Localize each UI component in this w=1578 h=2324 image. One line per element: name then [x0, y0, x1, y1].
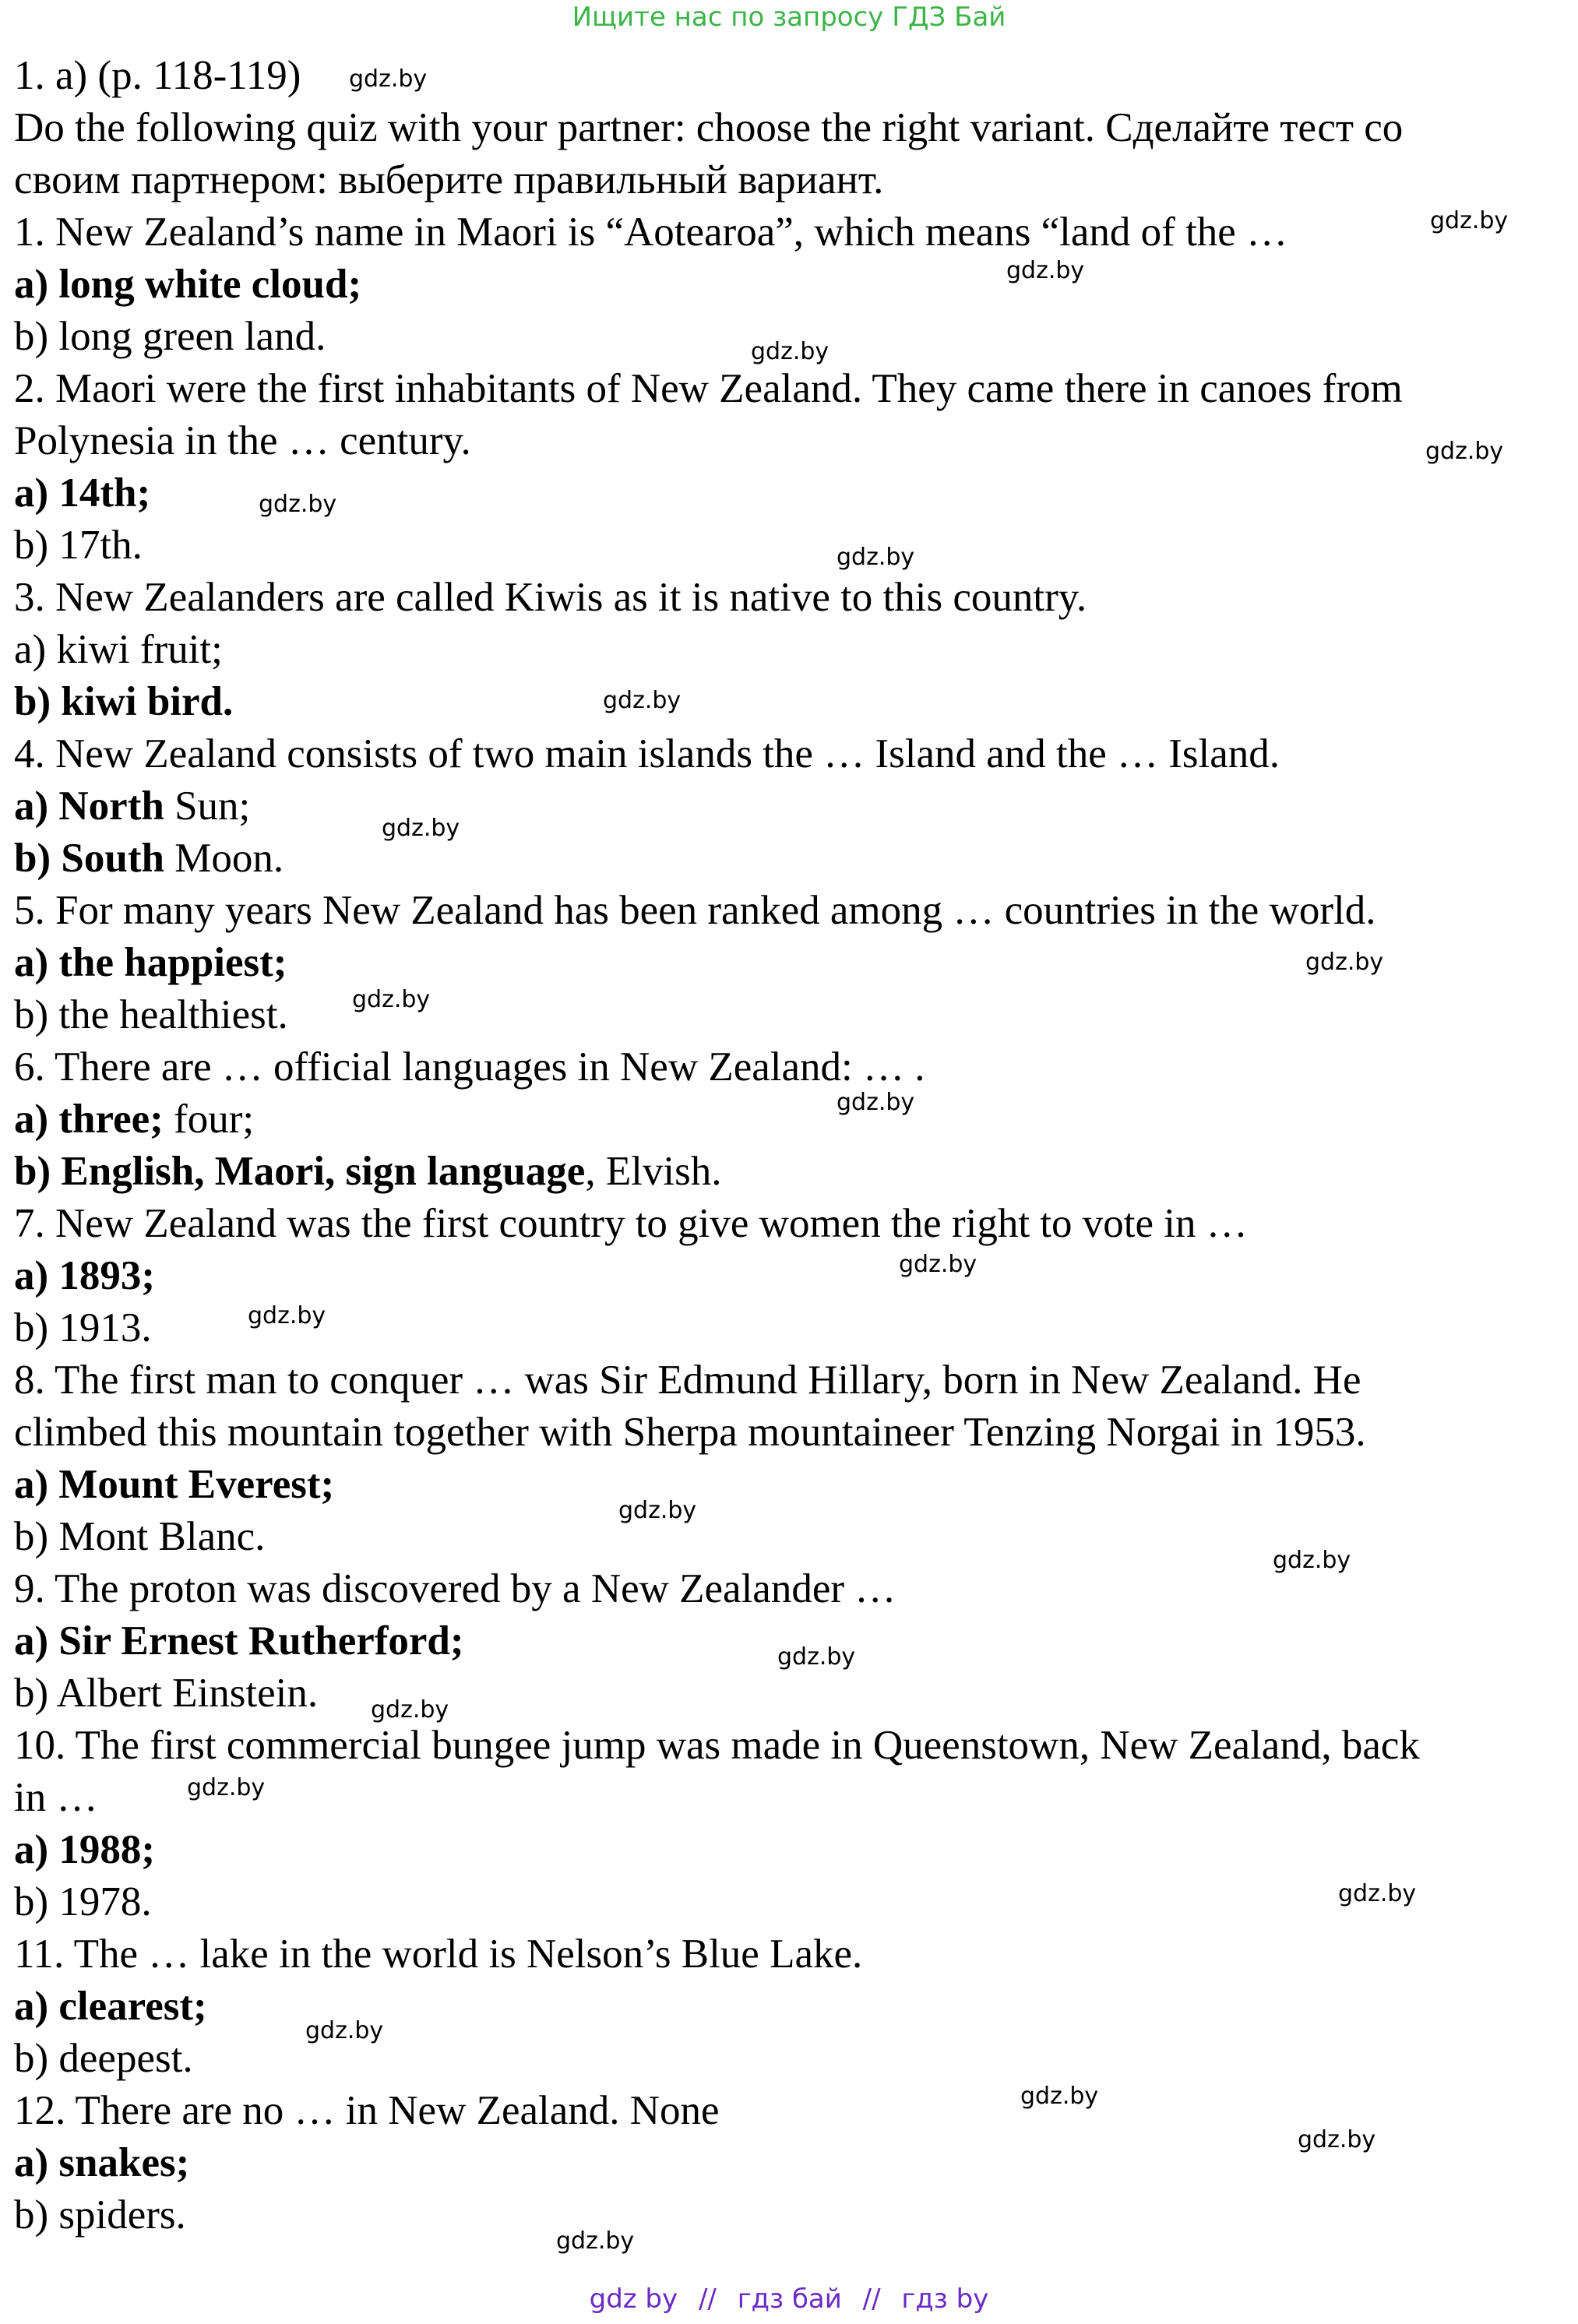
footer-link-gdz-by-cyr[interactable]: гдз by [901, 2284, 989, 2315]
exercise-number: 1. a) (p. 118-119) [14, 53, 301, 98]
footer-separator: // [862, 2284, 881, 2315]
instruction-line-2: своим партнером: выберите правильный вариант. [14, 157, 884, 202]
question-8-line-1: 8. The first man to conquer … was Sir Edmund Hillary, born in New Zealand. He [14, 1357, 1361, 1403]
answer-8b: b) Mont Blanc. [14, 1514, 266, 1559]
instruction-line-1: Do the following quiz with your partner: choose the right variant. Сделайте тест со [14, 105, 1404, 150]
footer-links [0, 2284, 1578, 2315]
exercise-content [14, 50, 1564, 2241]
answer-6a [14, 1093, 1564, 1146]
watermark: gdz.by [618, 1497, 697, 1524]
answer-3b: b) kiwi bird. [14, 679, 234, 724]
answer-6b [14, 1146, 1564, 1198]
question-5: 5. For many years New Zealand has been ranked among … countries in the world. [14, 888, 1376, 933]
answer-1b: b) long green land. [14, 314, 326, 359]
watermark: gdz.by [837, 1089, 915, 1116]
answer-12b: b) spiders. [14, 2192, 186, 2238]
answer-8a: a) Mount Everest; [14, 1462, 335, 1507]
question-7: 7. New Zealand was the first country to give women the right to vote in … [14, 1201, 1248, 1246]
answer-6b-rest: , Elvish. [585, 1149, 722, 1194]
watermark: gdz.by [837, 544, 915, 571]
answer-10b: b) 1978. [14, 1879, 152, 1924]
answer-9a: a) Sir Ernest Rutherford; [14, 1618, 464, 1664]
watermark: gdz.by [352, 986, 431, 1013]
answer-5a: a) the happiest; [14, 940, 287, 985]
answer-4b-rest: Moon. [164, 836, 284, 881]
watermark: gdz.by [349, 65, 428, 93]
question-4: 4. New Zealand consists of two main islands the … Island and the … Island. [14, 731, 1280, 776]
answer-4a-bold: a) North [14, 783, 164, 829]
answer-4a [14, 780, 1564, 833]
watermark: gdz.by [248, 1302, 326, 1329]
question-3: 3. New Zealanders are called Kiwis as it is native to this country. [14, 575, 1087, 620]
answer-1a: a) long white cloud; [14, 262, 362, 307]
watermark: gdz.by [899, 1251, 977, 1278]
answer-7b: b) 1913. [14, 1305, 152, 1350]
question-10-line-2: in … [14, 1775, 98, 1820]
question-10-line-1: 10. The first commercial bungee jump was made in Queenstown, New Zealand, back [14, 1723, 1420, 1768]
watermark: gdz.by [556, 2227, 635, 2255]
watermark: gdz.by [1298, 2126, 1376, 2153]
watermark: gdz.by [751, 338, 830, 365]
watermark: gdz.by [1273, 1547, 1351, 1574]
answer-11b: b) deepest. [14, 2036, 193, 2081]
watermark: gdz.by [382, 815, 460, 842]
footer-separator: // [698, 2284, 717, 2315]
footer-link-gdz-bai[interactable]: гдз бай [737, 2284, 842, 2315]
answer-4b-bold: b) South [14, 836, 164, 881]
answer-4a-rest: Sun; [164, 783, 251, 829]
answer-6a-rest: four; [163, 1097, 255, 1142]
watermark: gdz.by [259, 491, 337, 518]
answer-2b: b) 17th. [14, 523, 143, 568]
answer-7a: a) 1893; [14, 1253, 156, 1298]
question-9: 9. The proton was discovered by a New Zealander … [14, 1566, 896, 1611]
header-search-link[interactable]: Ищите нас по запросу ГДЗ Бай [572, 2, 1006, 33]
question-11: 11. The … lake in the world is Nelson’s Blue Lake. [14, 1931, 863, 1977]
answer-10a: a) 1988; [14, 1827, 156, 1872]
question-2-line-1: 2. Maori were the first inhabitants of New Zealand. They came there in canoes from [14, 366, 1403, 411]
watermark: gdz.by [603, 687, 682, 714]
watermark: gdz.by [305, 2017, 384, 2044]
question-2-line-2: Polynesia in the … century. [14, 418, 471, 463]
answer-3a: a) kiwi fruit; [14, 627, 223, 672]
question-8-line-2: climbed this mountain together with Sherpa mountaineer Tenzing Norgai in 1953. [14, 1410, 1366, 1455]
watermark: gdz.by [187, 1774, 266, 1801]
watermark: gdz.by [777, 1643, 856, 1671]
question-6: 6. There are … official languages in New Zealand: … . [14, 1044, 925, 1090]
answer-5b: b) the healthiest. [14, 992, 288, 1037]
answer-9b: b) Albert Einstein. [14, 1671, 319, 1716]
watermark: gdz.by [1430, 207, 1509, 234]
watermark: gdz.by [1305, 949, 1384, 976]
question-12: 12. There are no … in New Zealand. None [14, 2088, 720, 2133]
answer-6b-bold: b) English, Maori, sign language [14, 1149, 586, 1194]
answer-12a: a) snakes; [14, 2140, 190, 2185]
watermark: gdz.by [1020, 2083, 1099, 2110]
answer-6a-bold: a) three; [14, 1097, 164, 1142]
footer-link-gdz-by[interactable]: gdz by [589, 2284, 678, 2315]
watermark: gdz.by [1425, 438, 1504, 465]
answer-11a: a) clearest; [14, 1984, 207, 2029]
watermark: gdz.by [371, 1696, 449, 1724]
question-1: 1. New Zealand’s name in Maori is “Aotearoa”, which means “land of the … [14, 210, 1288, 255]
watermark: gdz.by [1338, 1880, 1417, 1907]
answer-4b [14, 833, 1564, 885]
watermark: gdz.by [1006, 257, 1085, 284]
answer-2a: a) 14th; [14, 470, 151, 516]
